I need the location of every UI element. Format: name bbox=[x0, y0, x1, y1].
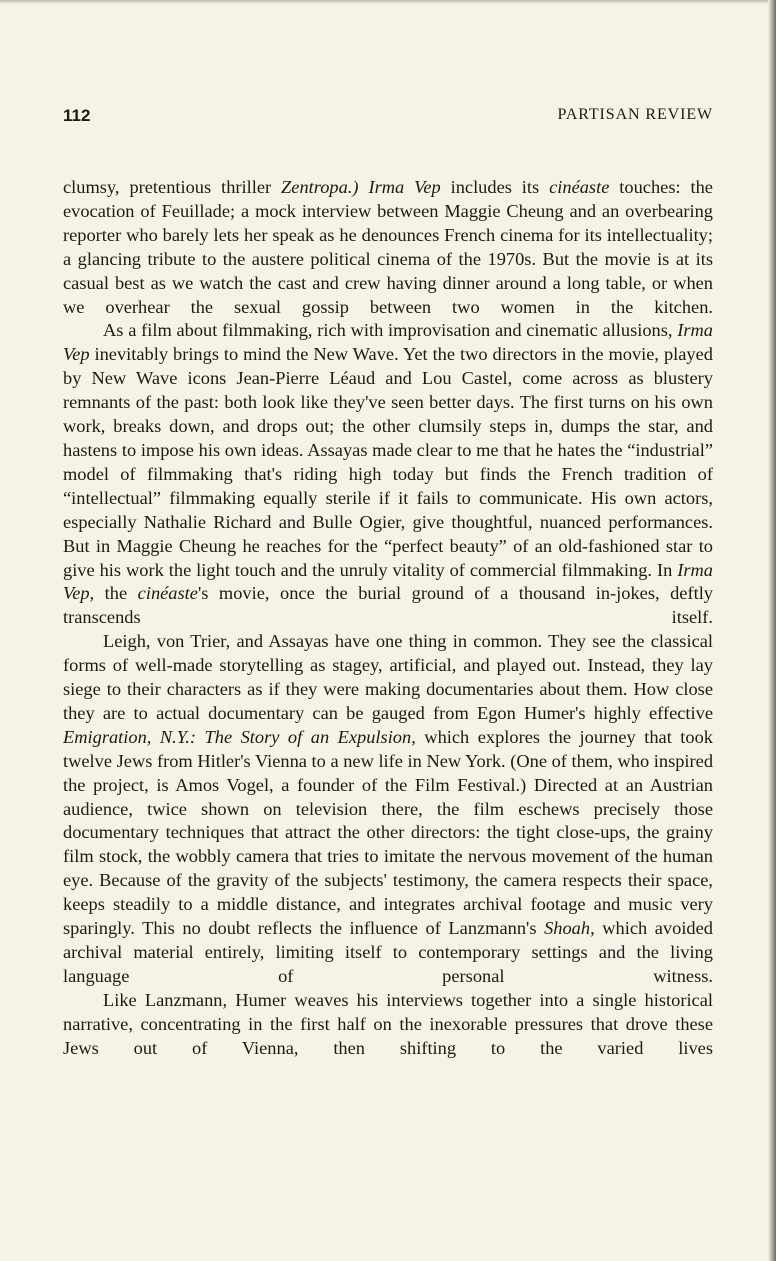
paragraph bbox=[63, 319, 713, 630]
page-top-edge bbox=[0, 0, 776, 4]
text-run: Leigh, von Trier, and Assayas have one thing in common. They see the classical forms of well-made storytelling as stagey, artificial, and played out. Instead, they lay siege to their characters as if they were making documentaries about them. How close they are to actual documentary can be gauged from Egon Humer's highly effective bbox=[63, 631, 713, 723]
text-run: inevitably brings to mind the New Wave. Yet the two directors in the movie, played by New Wave icons Jean-Pierre Léaud and Lou Castel, come across as blustery remnants of the past: both look like they've seen better days. The first turns on his own work, breaks down, and drops out; the other clumsily steps in, dumps the star, and hastens to impose his own ideas. Assayas made clear to me that he hates the “industrial” model of filmmaking that's riding high today but finds the French tradition of “intellectual” filmmaking equally sterile if it fails to communicate. His own actors, especially Nathalie Richard and Bulle Ogier, give thoughtful, nuanced performances. But in Maggie Cheung he reaches for the “perfect beauty” of an old-fashioned star to give his work the light touch and the unruly vitality of commercial filmmaking. In bbox=[63, 344, 713, 580]
text-run: As a film about filmmaking, rich with improvisation and cinematic allusions, bbox=[103, 320, 678, 341]
journal-title: PARTISAN REVIEW bbox=[557, 106, 713, 123]
italic-text: Zentropa.) bbox=[281, 177, 359, 197]
text-run: includes its bbox=[440, 177, 550, 197]
italic-text: Emigration, N.Y.: The Story of an Expulsion, bbox=[63, 726, 416, 747]
italic-text: cinéaste bbox=[549, 177, 610, 197]
text-run bbox=[359, 177, 369, 197]
italic-text: Irma Vep bbox=[63, 320, 713, 365]
paragraph bbox=[63, 630, 713, 989]
page-number: 112 bbox=[63, 106, 91, 125]
italic-text: Irma Vep, bbox=[63, 559, 713, 604]
text-run: 's movie, once the burial ground of a thousand in-jokes, deftly transcends itself. bbox=[63, 583, 713, 628]
text-run: which explores the journey that took twelve Jews from Hitler's Vienna to a new life in New York. (One of them, who inspired the project, is Amos Vogel, a founder of the Film Festival.) Directed at an Austrian audience, twice shown on television there, the film eschews precisely those documentary techniques that attract the other directors: the tight close-ups, the grainy film stock, the wobbly camera that tries to imitate the nervous movement of the human eye. Because of the gravity of the subjects' testimony, the camera respects their space, keeps steadily to a middle distance, and integrates archival footage and music very sparingly. This no doubt reflects the influence of Lanzmann's bbox=[63, 726, 714, 939]
page-binding-shadow bbox=[768, 0, 776, 1261]
text-run: which avoided archival material entirely, limiting itself to contemporary settings and the living language of personal witness. bbox=[63, 918, 713, 986]
italic-text: cinéaste bbox=[137, 583, 198, 604]
italic-text: Irma Vep bbox=[368, 177, 441, 197]
text-run: Like Lanzmann, Humer weaves his interviews together into a single historical narrative, concentrating in the first half on the inexorable pressures that drove these Jews out of Vienna, then shifting to the varied lives bbox=[63, 989, 713, 1058]
running-head bbox=[63, 106, 713, 130]
text-run: clumsy, pretentious thriller bbox=[63, 177, 282, 197]
paragraph bbox=[63, 176, 713, 319]
text-run: the bbox=[94, 583, 138, 604]
article-body bbox=[63, 176, 713, 1061]
italic-text: Shoah, bbox=[544, 918, 595, 939]
paragraph bbox=[63, 989, 713, 1061]
text-run: touches: the evocation of Feuillade; a mock interview between Maggie Cheung and an overbearing reporter who barely lets her speak as he denounces French cinema for its intellectuality; a glancing tribute to the austere political cinema of the 1970s. But the movie is at its casual best as we watch the cast and crew having dinner around a long table, or when we overhear the sexual gossip between two women in the kitchen. bbox=[63, 177, 713, 317]
